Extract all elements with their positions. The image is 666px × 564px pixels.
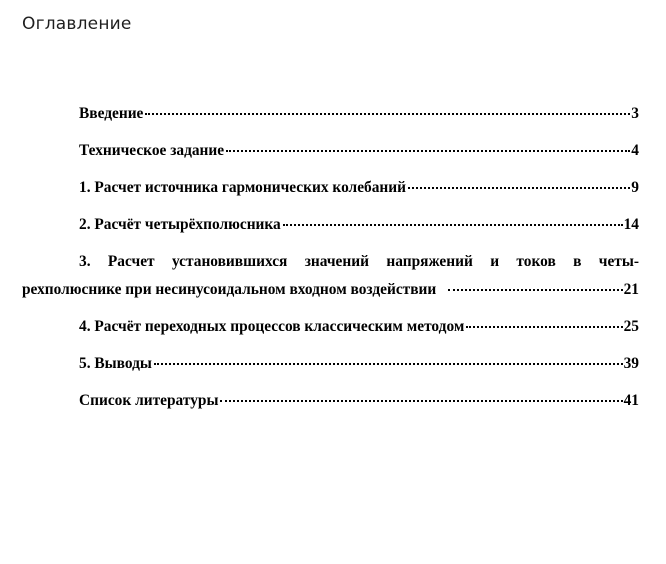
toc-entry-page-number: 41	[623, 392, 639, 409]
toc-entry-page-number: 39	[623, 355, 639, 372]
dot-leader	[226, 150, 630, 152]
toc-entry-title: 5. Выводы	[79, 355, 152, 372]
toc-entry-section-1[interactable]	[22, 178, 639, 198]
toc-entry-title-line2: рехполюснике при несинусоидальном входном воздействии	[22, 281, 437, 298]
toc-entry-page-number: 14	[623, 216, 639, 233]
toc-heading: Оглавление	[22, 14, 132, 34]
dot-leader	[145, 113, 630, 115]
toc-entry-title: Техническое задание	[79, 142, 225, 159]
dot-leader	[220, 400, 622, 402]
dot-leader	[448, 289, 622, 291]
toc-entry-title: 4. Расчёт переходных процессов классическим методом	[79, 318, 465, 335]
dot-leader	[283, 224, 623, 226]
toc-entry-section-5[interactable]	[22, 354, 639, 374]
toc-entry-title: 1. Расчет источника гармонических колебаний	[79, 179, 407, 196]
dot-leader	[408, 187, 630, 189]
dot-leader	[466, 326, 622, 328]
toc-entry-page-number: 25	[623, 318, 639, 335]
toc-entry-title: 2. Расчёт четырёхполюсника	[79, 216, 281, 233]
dot-leader	[154, 363, 623, 365]
toc-entry-section-3[interactable]	[22, 252, 639, 300]
toc-entry-page-number: 9	[631, 179, 639, 196]
toc-entry-references[interactable]	[22, 391, 639, 411]
toc-entry-introduction[interactable]	[22, 104, 639, 124]
toc-entry-title-line1: 3. Расчет установившихся значений напряжений и токов в четы-	[79, 253, 639, 270]
toc-entry-page-number: 21	[623, 281, 639, 298]
toc-entry-line2	[22, 280, 639, 300]
toc-entry-page-number: 4	[631, 142, 639, 159]
toc-entry-technical-task[interactable]	[22, 141, 639, 161]
toc-list	[22, 104, 639, 428]
toc-entry-page-number: 3	[631, 105, 639, 122]
toc-entry-section-2[interactable]	[22, 215, 639, 235]
toc-entry-title: Введение	[79, 105, 144, 122]
toc-entry-section-4[interactable]	[22, 317, 639, 337]
toc-entry-title: Список литературы	[79, 392, 219, 409]
